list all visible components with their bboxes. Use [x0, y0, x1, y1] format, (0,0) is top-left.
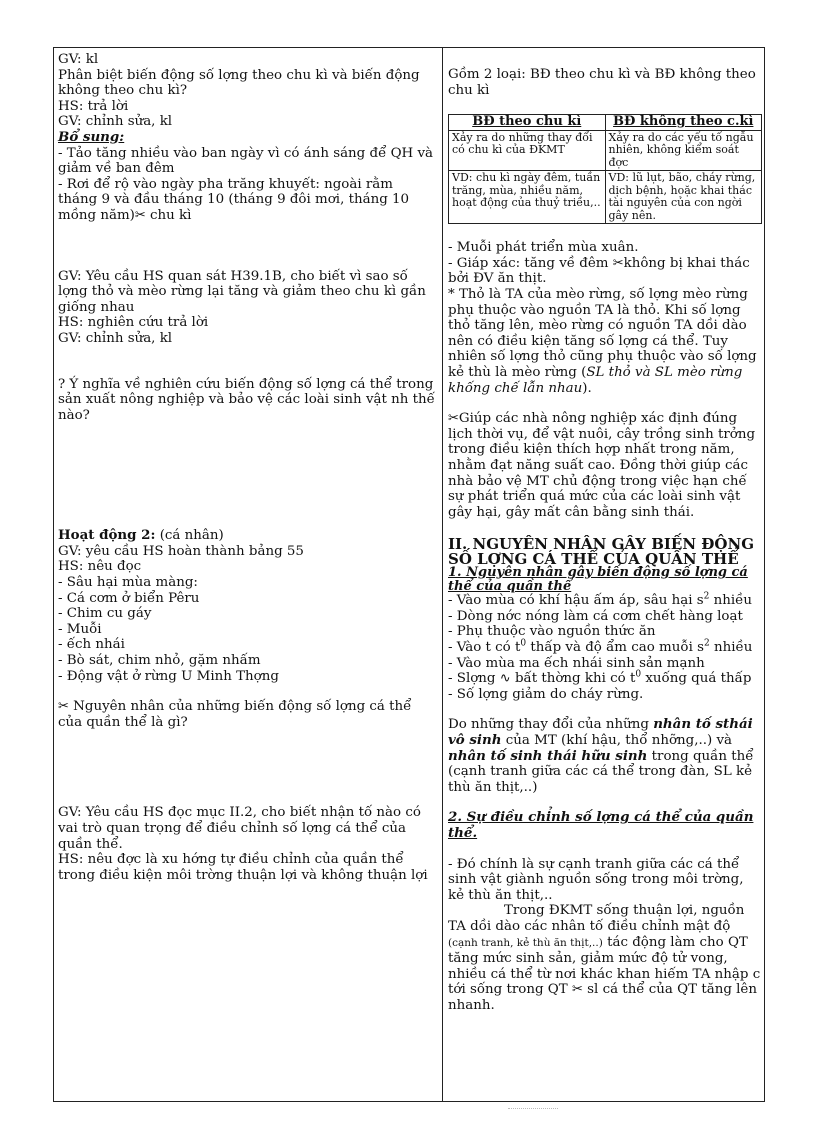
table-header: BĐ không theo c.kì	[605, 115, 762, 131]
text-span: - Slợng	[448, 671, 496, 687]
text-span: tác động làm cho QT tăng mức sinh sản, giảm mức độ tử vong, nhiều cá thể từ nơi khác khan hiếm TA nhập c tới sống trong QT	[448, 934, 761, 998]
text-line: GV: Yêu cầu HS đọc mục II.2, cho biết nhận tố nào có vai trò quan trọng để điều chỉnh số lợng cá thể của quần thể.	[58, 805, 421, 852]
table-row	[449, 130, 762, 171]
subsection-heading: 2. Sự điều chỉnh số lợng cá thể của quần thể.	[448, 809, 754, 841]
text-line: HS: nêu đợc là xu hớng tự điều chỉnh của quần thể trong điều kiện môi trờng thuận lợi và không thuận lợi	[58, 852, 428, 883]
italic-span: SL thỏ và SL mèo rừng khống chế lẫn nhau	[448, 364, 743, 396]
scissors-icon: ✂	[134, 207, 146, 223]
text-line	[448, 717, 762, 795]
footer-mark	[508, 1108, 558, 1114]
text-span: - Vào mùa có khí hậu ấm áp, sâu hại s	[448, 593, 704, 609]
list-item: - Chim cu gáy	[58, 606, 152, 622]
scissors-icon: ✂	[571, 982, 583, 998]
table-cell: Xảy ra do những thay đổi có chu kì của ĐKMT	[449, 130, 606, 171]
activity-heading	[58, 528, 436, 544]
emphasis: nhân tố sthái vô sinh	[448, 716, 753, 749]
table-row	[449, 171, 762, 224]
wave-icon: ∿	[499, 671, 511, 687]
right-column	[448, 52, 762, 1014]
comparison-table	[448, 114, 762, 224]
list-item	[448, 640, 762, 656]
superscript: 2	[704, 638, 710, 649]
activity-mode: (cá nhân)	[159, 528, 224, 544]
text-span: * Thỏ là TA của mèo rừng, số lợng mèo rừng phụ thuộc vào nguồn TA là thỏ. Khi số lợng thỏ tăng lên, mèo rừng có nguồn TA dồi dào nên có điều kiện tăng số lợng cá thể. Tuy nhiên số lợng thỏ cũng phụ thuộc vào số lợng kẻ thù là mèo rừng (	[448, 286, 757, 380]
table-header-row	[449, 115, 762, 131]
text-span: - Giáp xác: tăng về đêm	[448, 255, 609, 271]
text-span: Do những thay đổi của những	[448, 717, 654, 733]
list-item: - Phụ thuộc vào nguồn thức ăn	[448, 624, 656, 640]
superscript: 0	[635, 669, 642, 680]
question	[58, 699, 436, 730]
list-item: - Số lợng giảm do cháy rừng.	[448, 686, 644, 702]
activity-title: Hoạt động 2:	[58, 527, 156, 544]
text-line	[448, 903, 762, 1013]
list-item: - ếch nhái	[58, 637, 125, 653]
text-line: Gồm 2 loại: BĐ theo chu kì và BĐ không theo chu kì	[448, 67, 756, 98]
scissors-icon: ✂	[448, 411, 459, 427]
text-span: nhiều	[709, 593, 753, 609]
text-span: (cạnh tranh, kẻ thù ăn thịt,..)	[448, 936, 603, 949]
text-line: HS: nghiên cứu trả lời	[58, 315, 209, 331]
superscript: 0	[520, 638, 527, 649]
text-line: GV: kl	[58, 52, 99, 67]
superscript: 2	[703, 591, 710, 602]
text-span: Trong ĐKMT sống thuận lợi, nguồn TA dồi dào các nhân tố điều chỉnh mật độ	[448, 903, 745, 934]
text-line: GV: Yêu cầu HS quan sát H39.1B, cho biết vì sao số lợng thỏ và mèo rừng lại tăng và giảm theo chu kì gần giống nhau	[58, 268, 426, 315]
column-divider	[442, 48, 443, 1101]
list-item	[448, 593, 762, 609]
section-heading: II. NGUYÊN NHÂN GÂY BIẾN ĐỘNG SỐ LỢNG CÁ THỂ CỦA QUẦN THỂ	[448, 535, 754, 568]
text-line: - Đó chính là sự cạnh tranh giữa các cá thể sinh vật giành nguồn sống trong môi trờng, kẻ thù ăn thịt,..	[448, 856, 744, 903]
text-line: - Tảo tăng nhiều vào ban ngày vì có ánh sáng để QH và giảm về ban đêm	[58, 145, 434, 177]
text-line: GV: yêu cầu HS hoàn thành bảng 55	[58, 543, 304, 559]
subsection-heading: 1. Nguyên nhân gây biến động số lợng cá thể của quần thể	[448, 565, 748, 594]
text-span: nhiều	[709, 640, 753, 656]
scissors-icon: ✂	[58, 699, 69, 715]
text-span: xuống quá thấp	[641, 671, 752, 687]
table-cell: Xảy ra do các yếu tố ngẫu nhiên, không kiểm soát đợc	[605, 130, 762, 171]
text-span: ).	[582, 380, 592, 396]
list-item: - Bò sát, chim nhỏ, gặm nhấm	[58, 653, 261, 669]
question: Phân biệt biến động số lợng theo chu kì và biến động không theo chu kì?	[58, 67, 420, 99]
table-header: BĐ theo chu kì	[449, 115, 606, 131]
left-column	[58, 52, 436, 883]
text-line: GV: chỉnh sửa, kl	[58, 114, 173, 130]
list-item: - Động vật ở rừng U Minh Thợng	[58, 668, 279, 684]
text-span: sl cá thể của QT tăng lên nhanh.	[448, 982, 757, 1013]
text-span: Nguyên nhân của những biến động số lợng cá thể của quần thể là gì?	[58, 699, 412, 730]
text-line	[448, 256, 762, 287]
list-item: - Cá cơm ở biển Pêru	[58, 590, 200, 606]
text-span: bất thờng khi có t	[514, 671, 636, 687]
question: ? Ý nghĩa về nghiên cứu biến động số lợng cá thể trong sản xuất nông nghiệp và bảo vệ các loài sinh vật nh thế nào?	[58, 376, 435, 423]
table-cell: VD: lũ lụt, bão, cháy rừng, dịch bệnh, hoặc khai thác tài nguyên của con ngời gây nên.	[605, 171, 762, 224]
text-line: - Muỗi phát triển mùa xuân.	[448, 240, 639, 256]
text-span: - Vào t có t	[448, 640, 521, 656]
text-line: GV: chỉnh sửa, kl	[58, 330, 173, 346]
text-span: - Rơi để rộ vào ngày pha trăng khuyết: ngoài rằm tháng 9 và đầu tháng 10 (tháng 9 đôi mơi, tháng 10 mồng năm)	[58, 176, 410, 223]
text-span: trong quần thể (cạnh tranh giữa các cá thể trong đàn, SL kẻ thù ăn thịt,..)	[448, 748, 754, 795]
text-span: thấp và độ ẩm cao muỗi s	[526, 640, 704, 656]
text-span: Giúp các nhà nông nghiệp xác định đúng lịch thời vụ, để vật nuôi, cây trồng sinh trởng trong điều kiện thích hợp nhất trong năm, nhằm đạt năng suất cao. Đồng thời giúp các nhà bảo vệ MT chủ động trong việc hạn chế sự phát triển quá mức của các loài sinh vật gây hại, gây mất cân bằng sinh thái.	[448, 411, 756, 520]
supplement-heading: Bổ sung:	[58, 128, 125, 145]
page-frame	[53, 47, 765, 1102]
list-item: - Vào mùa ma ếch nhái sinh sản mạnh	[448, 655, 705, 671]
text-line: HS: trả lời	[58, 98, 129, 114]
text-line	[58, 177, 436, 224]
text-span: của MT (khí hậu, thổ nhỡng,..) và	[501, 733, 733, 749]
list-item: - Sâu hại mùa màng:	[58, 575, 198, 591]
list-item: - Muỗi	[58, 621, 102, 637]
text-line	[448, 287, 762, 396]
table-cell: VD: chu kì ngày đêm, tuần trăng, mùa, nhiều năm, hoạt động của thuỷ triều,..	[449, 171, 606, 224]
text-line: HS: nêu đọc	[58, 559, 142, 575]
list-item: - Dòng nớc nóng làm cá cơm chết hàng loạt	[448, 608, 743, 624]
list-item	[448, 671, 762, 687]
scissors-icon: ✂	[612, 255, 624, 271]
text-line	[448, 411, 762, 520]
text-span: chu kì	[150, 207, 192, 223]
emphasis: nhân tố sinh thái hữu sinh	[448, 747, 648, 764]
text-span: không bị khai thác bởi ĐV ăn thịt.	[448, 255, 750, 287]
